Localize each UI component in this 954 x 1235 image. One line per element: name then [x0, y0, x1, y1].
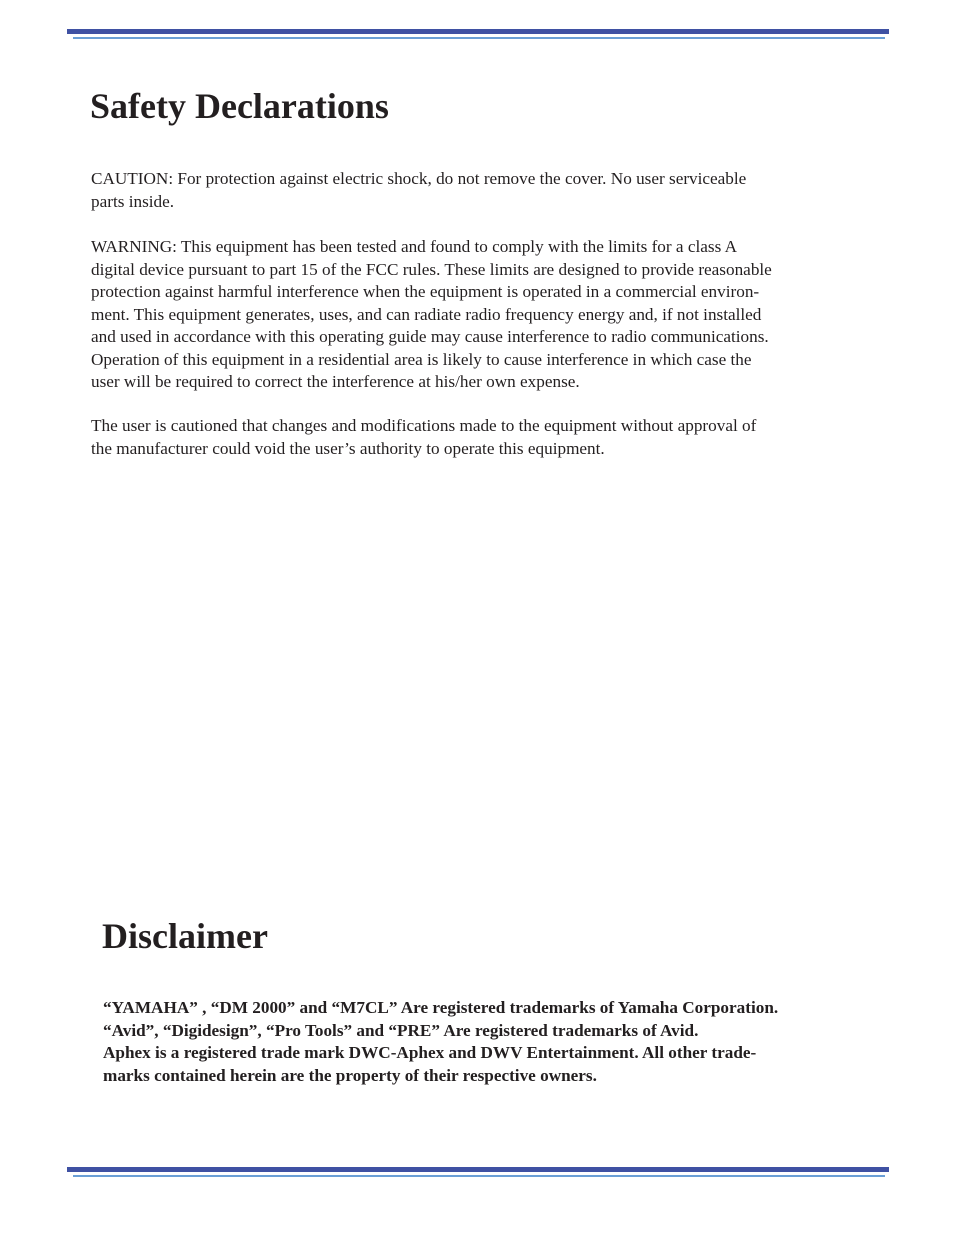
- top-rule-thick: [67, 29, 889, 34]
- disclaimer-line: “YAMAHA” , “DM 2000” and “M7CL” Are registered trademarks of Yamaha Corporation.: [103, 998, 779, 1017]
- caution-line: parts inside.: [91, 191, 175, 211]
- warning-line: digital device pursuant to part 15 of the FCC rules. These limits are designed to provide reasonable: [91, 259, 772, 279]
- warning-line: user will be required to correct the interference at his/her own expense.: [91, 372, 580, 391]
- caution-line: CAUTION: For protection against electric shock, do not remove the cover. No user serviceable: [91, 169, 747, 188]
- warning-line: ment. This equipment generates, uses, and can radiate radio frequency energy and, if not installed: [91, 304, 762, 324]
- disclaimer-line: Aphex is a registered trade mark DWC-Aphex and DWV Entertainment. All other trade-: [103, 1043, 757, 1062]
- warning-line: Operation of this equipment in a residential area is likely to cause interference in which case the: [91, 349, 752, 369]
- modifications-line: The user is cautioned that changes and modifications made to the equipment without approval of: [91, 416, 757, 435]
- warning-line: WARNING: This equipment has been tested and found to comply with the limits for a class A: [91, 237, 738, 256]
- warning-line: and used in accordance with this operating guide may cause interference to radio communications.: [91, 327, 769, 346]
- modifications-paragraph: [91, 415, 851, 460]
- safety-declarations-title: Safety Declarations: [90, 86, 389, 126]
- disclaimer-line: “Avid”, “Digidesign”, “Pro Tools” and “PRE” Are registered trademarks of Avid.: [103, 1020, 699, 1040]
- modifications-line: the manufacturer could void the user’s authority to operate this equipment.: [91, 438, 605, 458]
- top-rule: [67, 29, 889, 39]
- warning-line: protection against harmful interference when the equipment is operated in a commercial environ-: [91, 282, 760, 301]
- bottom-rule-thick: [67, 1167, 889, 1172]
- bottom-rule: [67, 1167, 889, 1177]
- disclaimer-line: marks contained herein are the property of their respective owners.: [103, 1065, 597, 1085]
- warning-paragraph: [91, 236, 851, 394]
- top-rule-thin: [73, 37, 885, 39]
- bottom-rule-thin: [73, 1175, 885, 1177]
- disclaimer-title: Disclaimer: [102, 916, 268, 956]
- disclaimer-paragraph: [103, 997, 863, 1087]
- caution-paragraph: [91, 168, 851, 213]
